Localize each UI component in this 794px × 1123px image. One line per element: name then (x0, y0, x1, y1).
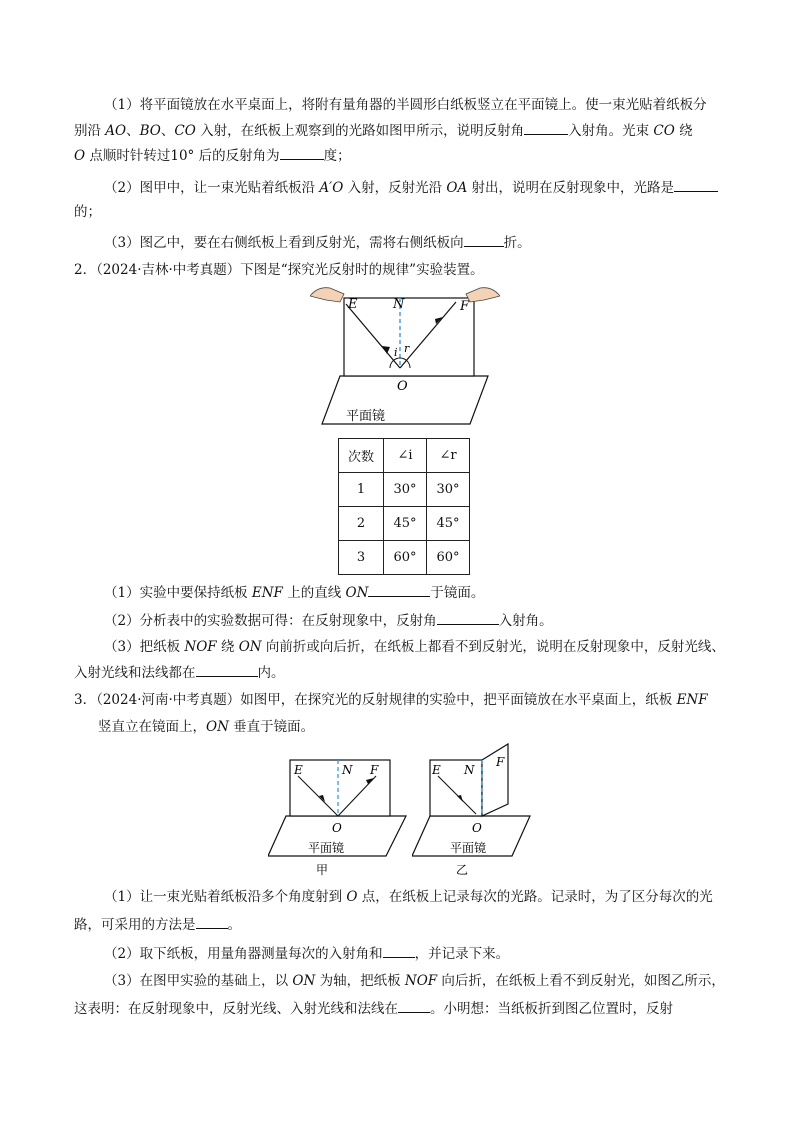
q1-part2-line2 (74, 202, 101, 222)
q3-part1-line1 (104, 887, 713, 907)
text: 竖直立在镜面上， (98, 719, 206, 735)
q2-data-table (338, 438, 470, 575)
text: 2．（2024·吉林·中考真题）下图是“探究光反射时的规律”实验装置。 (74, 262, 484, 278)
label-N: N (393, 297, 405, 312)
table-row (339, 507, 470, 541)
text: （1）将平面镜放在水平桌面上，将附有量角器的半圆形白纸板竖立在平面镜上。使一束光贴着纸板分 (104, 97, 707, 113)
text: （2）分析表中的实验数据可得：在反射现象中，反射角 (104, 613, 437, 629)
label-O: O (346, 889, 358, 905)
answer-blank[interactable] (437, 610, 499, 625)
answer-blank[interactable] (368, 582, 430, 597)
text: ，并记录下来。 (414, 946, 510, 962)
label-E: E (348, 297, 358, 312)
label-CO: CO (174, 123, 196, 139)
label-ON: ON (238, 639, 262, 655)
table-header-row (339, 439, 470, 473)
answer-blank[interactable] (524, 120, 568, 135)
q2-part2 (104, 610, 553, 631)
text: 于镜面。 (430, 585, 485, 601)
figure-caption: 乙 (456, 863, 469, 877)
label-AO: AO (105, 123, 127, 139)
text: 入射角。 (498, 613, 553, 629)
text: 路，可采用的方法是 (74, 917, 196, 933)
figure-caption: 甲 (316, 863, 329, 877)
table-header-cell: ∠r (427, 439, 470, 473)
answer-blank[interactable] (280, 145, 324, 160)
text: 的； (74, 204, 101, 220)
text: 、 (126, 123, 140, 139)
mirror-label: 平面镜 (308, 841, 345, 855)
label-AprimeO: A′O (319, 180, 344, 196)
text: 折。 (503, 235, 531, 251)
text: 这表明：在反射现象中，反射光线、入射光线和法线在 (74, 1001, 398, 1017)
label-O: O (397, 379, 408, 394)
text: 绕 (216, 639, 239, 655)
text: 垂直于镜面。 (228, 719, 315, 735)
q3-part2 (104, 943, 509, 964)
label-i: i (394, 346, 398, 359)
label-ON: ON (345, 585, 369, 601)
label-CO: CO (653, 123, 675, 139)
label-ON: ON (206, 719, 229, 735)
label-O: O (472, 821, 482, 835)
table-cell: 60° (427, 541, 470, 575)
text: 、 (160, 123, 175, 139)
label-O: O (74, 148, 86, 164)
q2-header (74, 260, 484, 280)
label-F: F (460, 299, 470, 314)
q3-part3-line2 (74, 998, 673, 1019)
answer-blank[interactable] (674, 177, 718, 192)
answer-blank[interactable] (383, 943, 415, 958)
answer-blank[interactable] (196, 662, 258, 677)
q3-part1-line2 (74, 914, 241, 935)
text: 射出，说明在反射现象中，光路是 (467, 180, 674, 196)
table-row (339, 473, 470, 507)
q2-part1 (104, 582, 484, 603)
answer-blank[interactable] (464, 232, 504, 247)
text: （3）图乙中，要在右侧纸板上看到反射光，需将右侧纸板向 (104, 235, 464, 251)
text: 为轴，把纸板 (315, 973, 405, 989)
label-BO: BO (139, 123, 161, 139)
table-cell: 30° (427, 473, 470, 507)
table-cell: 45° (384, 507, 427, 541)
text: 。小明想：当纸板折到图乙位置时，反射 (430, 1001, 673, 1017)
answer-blank[interactable] (196, 914, 228, 929)
label-E: E (294, 763, 303, 777)
text: 内。 (257, 665, 285, 681)
text: （3）把纸板 (104, 639, 185, 655)
hand-icon (466, 288, 500, 302)
text: （2）取下纸板，用量角器测量每次的入射角和 (104, 946, 383, 962)
text: 向前折或向后折，在纸板上都看不到反射光，说明在反射现象中，反射光线、 (261, 639, 725, 655)
q1-part1-line3 (74, 145, 351, 166)
text: 点，在纸板上记录每次的光路。记录时，为了区分每次的光 (357, 889, 713, 905)
q2-part3-line1 (104, 637, 725, 657)
q1-part2-line1 (104, 177, 718, 198)
label-ENF: ENF (251, 585, 283, 601)
table-row (339, 541, 470, 575)
label-NOF: NOF (184, 639, 217, 655)
text: 入射，在纸板上观察到的光路如图甲所示，说明反射角 (195, 123, 525, 139)
label-NOF: NOF (404, 973, 438, 989)
q3-figure-jia (268, 756, 416, 878)
text: 3．（2024·河南·中考真题）如图甲，在探究光的反射规律的实验中，把平面镜放在水平桌面上，纸板 (74, 692, 677, 708)
text: 别沿 (74, 123, 106, 139)
q3-header-line2 (98, 717, 314, 737)
q3-figure-yi (412, 740, 542, 878)
q3-header-line1 (74, 690, 708, 710)
table-header-cell: 次数 (339, 439, 384, 473)
text: （2）图甲中，让一束光贴着纸板沿 (104, 180, 320, 196)
label-F: F (496, 755, 505, 769)
label-N: N (464, 763, 475, 777)
text: （1）让一束光贴着纸板沿多个角度射到 (104, 889, 347, 905)
text: （3）在图甲实验的基础上，以 (104, 973, 293, 989)
answer-blank[interactable] (398, 998, 430, 1013)
label-ENF: ENF (676, 692, 708, 708)
q1-part1-line2 (74, 120, 693, 141)
label-F: F (370, 763, 379, 777)
label-ON: ON (292, 973, 316, 989)
text: 入射光线和法线都在 (74, 665, 196, 681)
q1-part1-line1 (104, 95, 707, 115)
text: 。 (227, 917, 241, 933)
table-header-cell: ∠i (384, 439, 427, 473)
label-N: N (342, 763, 353, 777)
text: 点顺时针转过10° 后的反射角为 (85, 148, 280, 164)
table-cell: 30° (384, 473, 427, 507)
hand-icon (310, 288, 344, 302)
table-cell: 2 (339, 507, 384, 541)
label-E: E (432, 763, 441, 777)
label-OA: OA (446, 180, 468, 196)
text: 向后折，在纸板上看不到反射光，如图乙所示， (437, 973, 725, 989)
q1-part3 (104, 232, 531, 253)
label-r: r (404, 342, 410, 355)
text: 度； (323, 148, 351, 164)
q2-part3-line2 (74, 662, 285, 683)
label-O: O (332, 821, 342, 835)
text: （1）实验中要保持纸板 (104, 585, 252, 601)
text: 绕 (674, 123, 693, 139)
text: 入射，反射光沿 (343, 180, 447, 196)
table-cell: 3 (339, 541, 384, 575)
mirror-label: 平面镜 (346, 409, 386, 424)
table-cell: 1 (339, 473, 384, 507)
table-cell: 60° (384, 541, 427, 575)
q3-part3-line1 (104, 971, 725, 991)
text: 入射角。光束 (568, 123, 654, 139)
text: 上的直线 (282, 585, 346, 601)
mirror-label: 平面镜 (450, 841, 487, 855)
q2-figure (310, 284, 500, 430)
table-cell: 45° (427, 507, 470, 541)
